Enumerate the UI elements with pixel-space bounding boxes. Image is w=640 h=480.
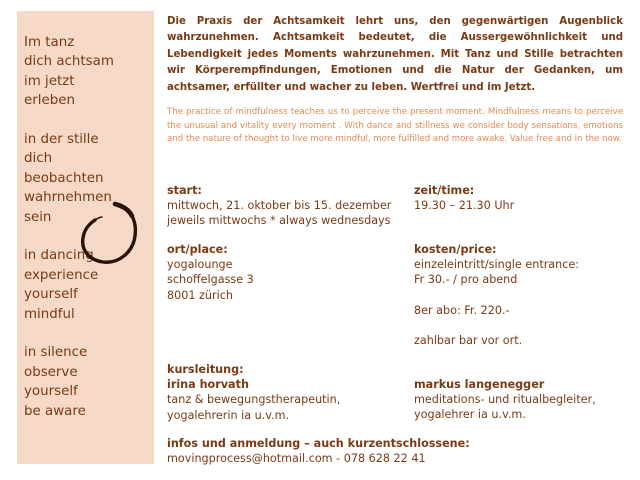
poem-line: be aware	[24, 403, 86, 419]
price-single-value: Fr 30.- / pro abend	[414, 273, 518, 287]
contact-email-phone: movingprocess@hotmail.com - 078 628 22 41	[167, 452, 426, 466]
poem-line: beobachten	[24, 170, 104, 186]
price-subscription: 8er abo: Fr. 220.-	[414, 303, 510, 317]
enso-circle-icon	[75, 198, 139, 268]
time-value: 19.30 – 21.30 Uhr	[414, 199, 515, 213]
time-section	[414, 183, 514, 213]
teacher2-section	[414, 377, 596, 423]
contact-section	[167, 436, 470, 466]
poem-line: experience	[24, 267, 99, 283]
place-section	[167, 242, 254, 303]
place-name: yogalounge	[167, 258, 233, 272]
poem-line: yourself	[24, 287, 78, 303]
leadership-section	[167, 362, 340, 423]
price-payment-note: zahlbar bar vor ort.	[414, 334, 523, 348]
poem-line: dich achtsam	[24, 54, 114, 70]
teacher-role: tanz & bewegungstherapeutin,	[167, 393, 341, 407]
poem-line: yourself	[24, 384, 78, 400]
place-heading: ort/place:	[167, 243, 228, 256]
poem-line: in der stille	[24, 132, 99, 148]
poem-line: mindful	[24, 306, 75, 322]
leadership-heading: kursleitung:	[167, 363, 244, 376]
poem-line: in dancing	[24, 248, 94, 264]
price-heading: kosten/price:	[414, 243, 497, 256]
start-dates: mittwoch, 21. oktober bis 15. dezember	[167, 199, 392, 213]
teacher-role: yogalehrerin ia u.v.m.	[167, 408, 290, 422]
teacher-role: meditations- und ritualbegleiter,	[414, 393, 596, 407]
price-section	[414, 242, 579, 348]
poem-line: Im tanz	[24, 35, 75, 50]
poem-line: observe	[24, 364, 78, 380]
teacher-role: yogalehrer ia u.v.m.	[414, 408, 526, 422]
time-heading: zeit/time:	[414, 184, 475, 197]
poem-stanza	[24, 33, 152, 111]
poem-line: dich	[24, 151, 53, 167]
contact-heading: infos und anmeldung – auch kurzentschlossene:	[167, 437, 470, 450]
teacher-name: markus langenegger	[414, 378, 545, 391]
start-weekday: jeweils mittwochs * always wednesdays	[167, 214, 391, 228]
poem-line: in silence	[24, 345, 88, 361]
teacher-name: irina horvath	[167, 378, 249, 392]
poem-line: erleben	[24, 93, 75, 109]
start-section	[167, 183, 391, 229]
place-city: 8001 zürich	[167, 288, 233, 302]
intro-english: The practice of mindfulness teaches us to perceive the present moment. Mindfulness means to perceive the unusual and vitality every moment . With dance and stillness we consider body sensations, emotions and the nature of thought to live more mindful, more fulfilled and more awake. Value free and in the now.	[167, 107, 623, 144]
poem-line: im jetzt	[24, 73, 75, 89]
intro-german: Die Praxis der Achtsamkeit lehrt uns, den gegenwärtigen Augenblick wahrzunehmen. Achtsamkeit bedeutet, die Aussergewöhnlichkeit und Lebendigkeit jedes Moments wahrzunehmen. Mit Tanz und Stille betrachten wir Körperempfindungen, Emotionen und die Natur der Gedanken, um achtsamer, erfüllter und wacher zu leben. Wertfrei und im Jetzt.	[167, 16, 623, 93]
place-street: schoffelgasse 3	[167, 273, 254, 287]
start-heading: start:	[167, 184, 202, 197]
poem-stanza	[24, 343, 152, 421]
poem-line: sein	[24, 209, 52, 225]
price-single-label: einzeleintritt/single entrance:	[414, 258, 580, 272]
poem-line: wahrnehmen	[24, 190, 112, 206]
